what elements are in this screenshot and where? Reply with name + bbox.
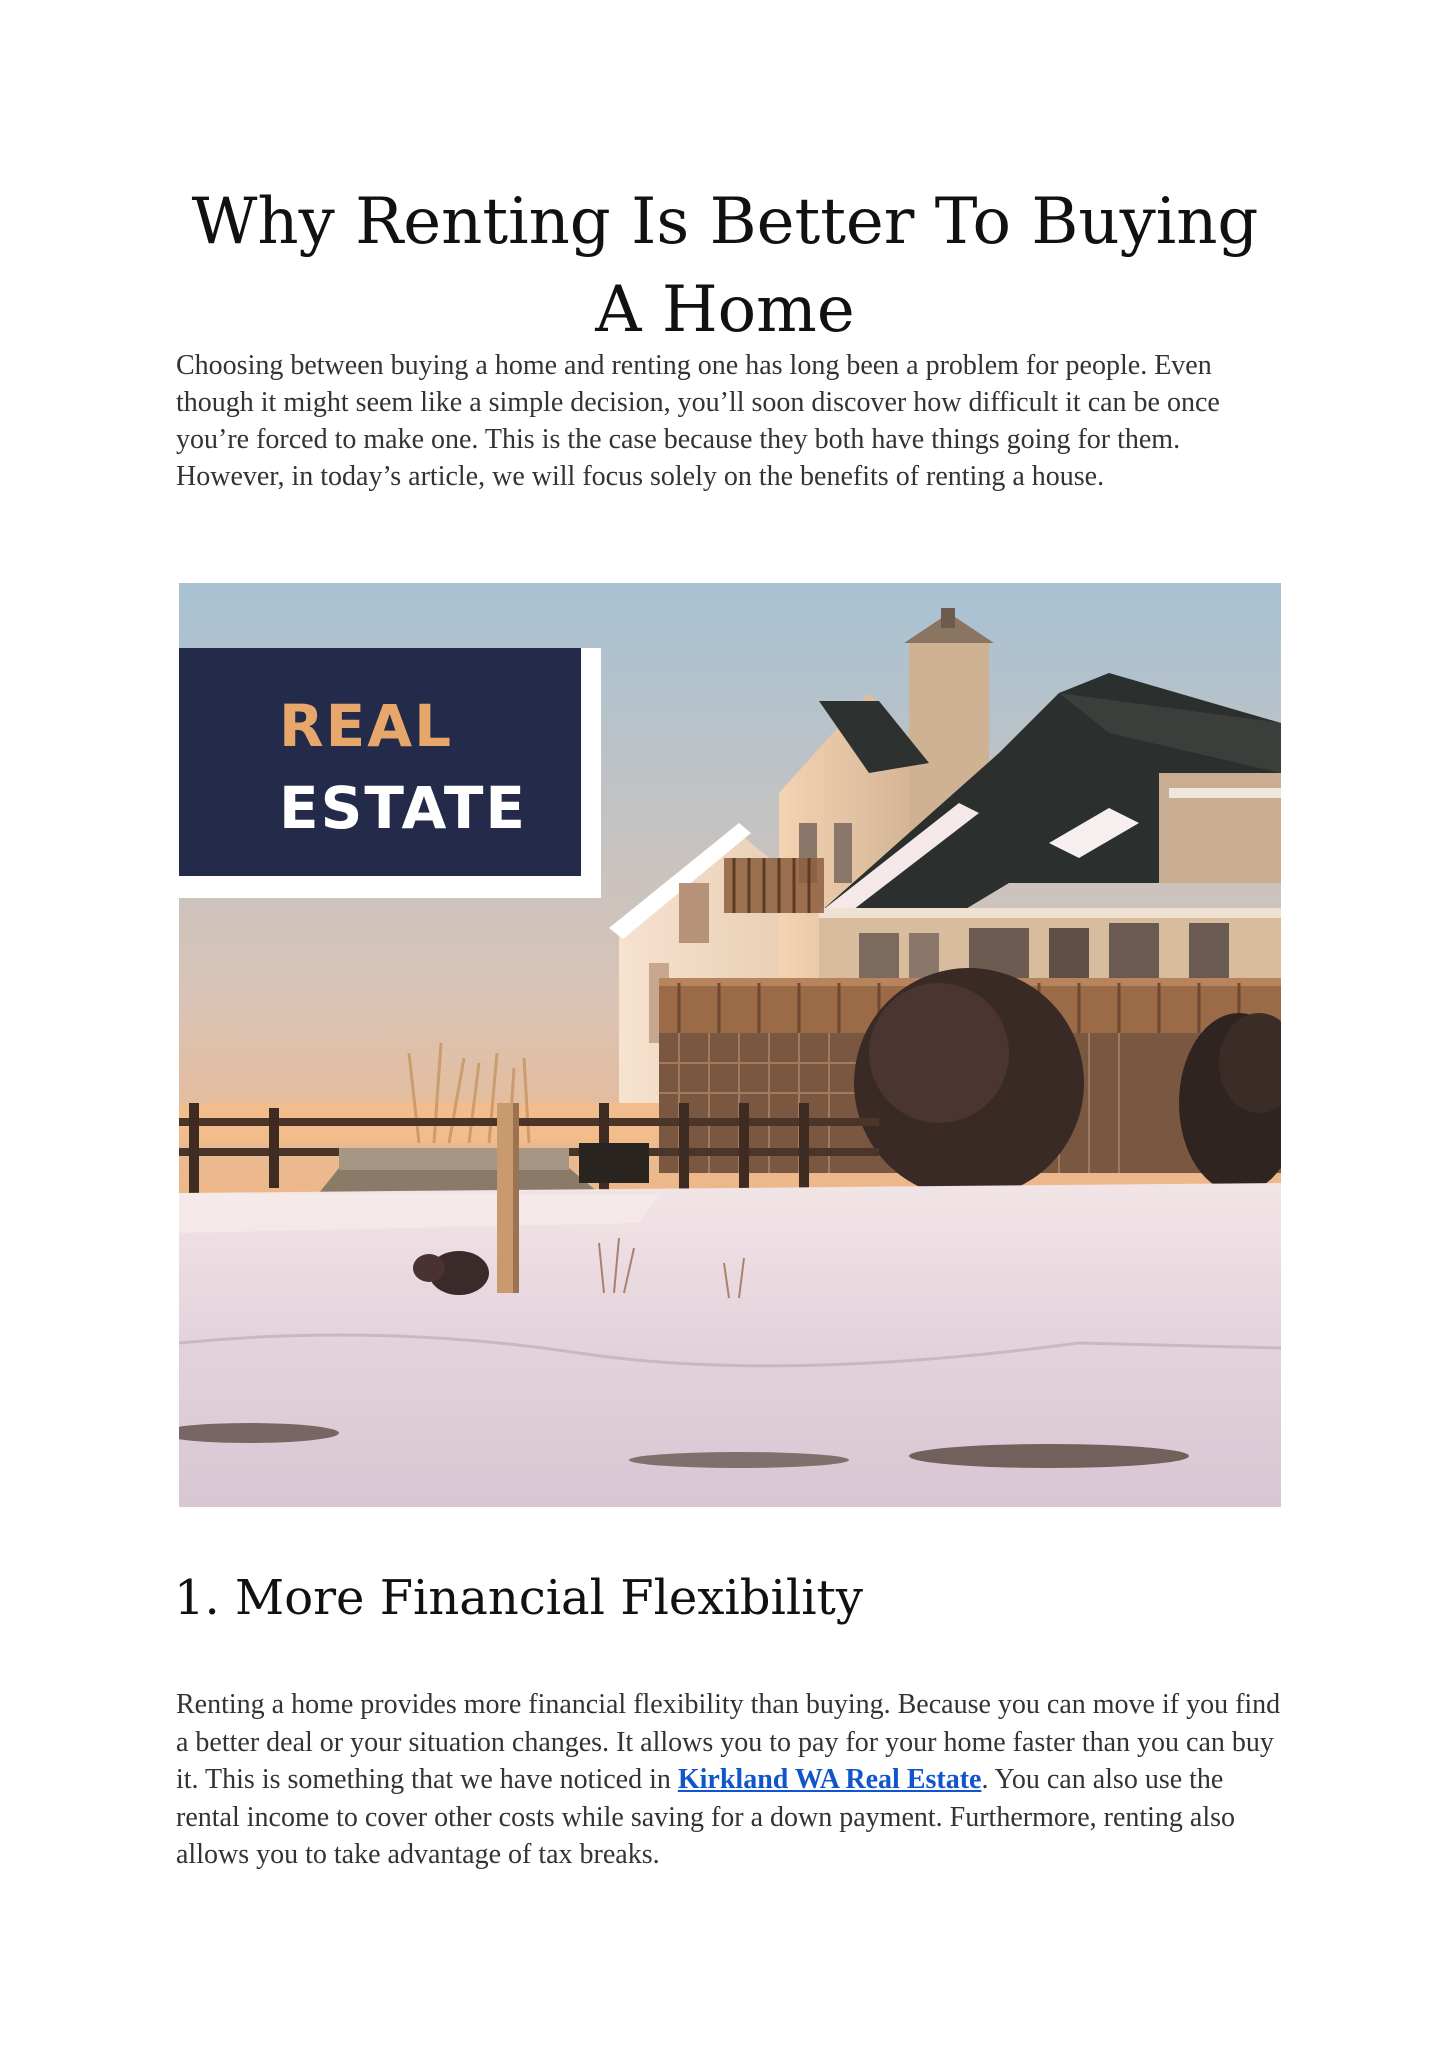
hero-image — [179, 583, 1281, 1507]
kirkland-real-estate-link[interactable]: Kirkland WA Real Estate — [677, 1764, 982, 1795]
paragraph-text-after-link: . You can also use the rental income to cover other costs while saving for a down payment. Furthermore, renting also allows you to take advantage of tax breaks. — [176, 1764, 1236, 1870]
article-title: Why Renting Is Better To Buying A Home — [191, 185, 1259, 347]
real-estate-photo — [179, 583, 1281, 1507]
paragraph-text-before-link: Renting a home provides more financial flexibility than buying. Because you can move if you find a better deal or your situation changes. It allows you to pay for your home faster than you can buy it. This is something that we have noticed in — [176, 1689, 1281, 1795]
badge-line2: ESTATE — [279, 774, 528, 842]
section-paragraph — [176, 1686, 1286, 1874]
intro-paragraph: Choosing between buying a home and renting one has long been a problem for people. Even though it might seem like a simple decision, you’ll soon discover how difficult it can be once you’re forced to make one. This is the case because they both have things going for them. However, in today’s article, we will focus solely on the benefits of renting a house. — [176, 350, 1220, 492]
badge-line1: REAL — [279, 692, 454, 760]
section-heading: 1. More Financial Flexibility — [174, 1570, 863, 1626]
